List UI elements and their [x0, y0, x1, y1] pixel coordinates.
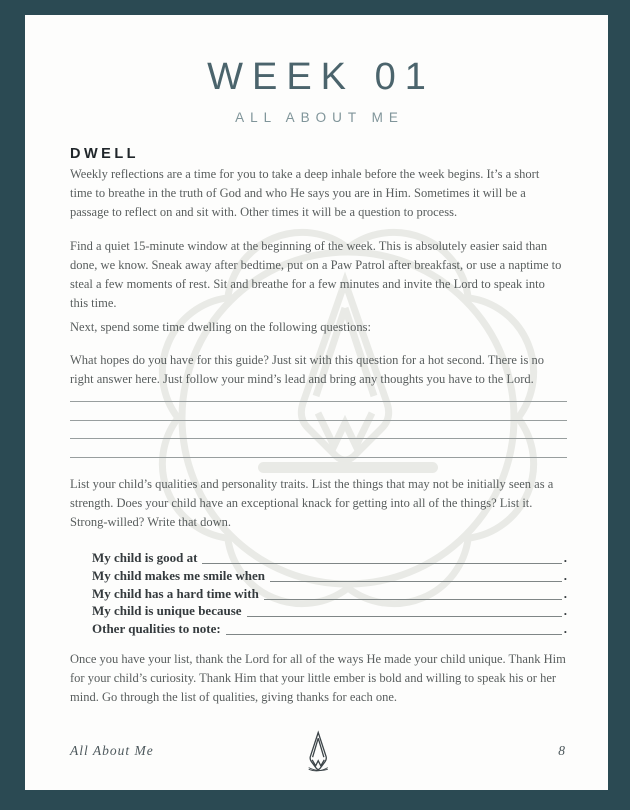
body-text-line: Weekly reflections are a time for you to take a deep inhale before the week begins. It’s a short	[70, 167, 540, 181]
write-in-line	[70, 389, 567, 402]
prompt-row-other-qualities	[92, 619, 567, 637]
paragraph-find-quiet-window	[70, 237, 567, 313]
page-footer	[70, 730, 567, 772]
prompt-period: .	[563, 585, 567, 601]
prompt-row-good-at	[92, 549, 567, 567]
body-text-line: Once you have your list, thank the Lord for all of the ways He made your child unique. Thank Him	[70, 651, 566, 666]
body-text-line: done, we know. Sneak away after bedtime, put on a Paw Patrol after breakfast, or use a naptime to	[70, 258, 562, 272]
paragraph-list-qualities	[70, 475, 567, 532]
prompt-label: My child has a hard time with	[92, 585, 259, 601]
body-text-line: List your child’s qualities and personality traits. List the things that may not be initially seen as a	[70, 476, 554, 491]
prompt-label: Other qualities to note:	[92, 620, 221, 636]
body-text-line: right answer here. Just follow your mind’s lead and bring any thoughts you have to the Lord.	[70, 372, 534, 386]
body-text-line: strength. Does your child have an exceptional knack for getting into all of the things? List it.	[70, 495, 533, 510]
prompt-period: .	[563, 550, 567, 566]
page-content	[70, 143, 567, 707]
page-header	[25, 56, 608, 125]
body-text-line: this time.	[70, 296, 117, 310]
body-text-line: Next, spend some time dwelling on the following questions:	[70, 320, 372, 334]
fill-in-blank-line	[247, 602, 562, 617]
week-title: WEEK 01	[207, 56, 435, 98]
fill-in-blank-line	[270, 567, 562, 582]
body-text-line: mind. Go through the list of qualities, giving thanks for each one.	[70, 689, 398, 704]
body-text-line: passage to reflect on and sit with. Other times it will be a question to process.	[70, 205, 458, 219]
fill-in-blank-line	[264, 585, 562, 600]
prompt-period: .	[563, 567, 567, 583]
write-in-line	[70, 439, 567, 458]
prompt-row-unique-because	[92, 602, 567, 620]
body-text-line: for your child’s curiosity. Thank Him that your little ember is bold and willing to speak his or her	[70, 670, 557, 685]
write-in-lines	[70, 389, 567, 458]
section-heading-dwell: DWELL	[70, 146, 140, 162]
prompt-period: .	[563, 620, 567, 636]
paragraph-weekly-reflections	[70, 165, 567, 222]
paragraph-once-you-have-list	[70, 650, 567, 707]
prompt-label: My child is good at	[92, 550, 198, 566]
week-subtitle: ALL ABOUT ME	[235, 110, 404, 125]
body-text-line: time to breathe in the truth of God and who He says you are in Him. Sometimes it will be a	[70, 186, 526, 200]
write-in-line	[70, 421, 567, 440]
fill-in-blank-line	[226, 620, 562, 635]
fill-in-prompts	[92, 549, 567, 637]
paragraph-next-spend-time	[70, 318, 567, 337]
body-text-line: Strong-willed? Write that down.	[70, 514, 232, 529]
prompt-label: My child is unique because	[92, 603, 242, 619]
workbook-page	[25, 15, 608, 790]
paragraph-what-hopes	[70, 351, 567, 389]
footer-section-title: All About Me	[70, 743, 154, 758]
body-text-line: steal a few moments of rest. Sit and breathe for a few minutes and invite the Lord to speak into	[70, 277, 545, 291]
page-number: 8	[558, 743, 565, 758]
ember-flame-logo-icon	[305, 730, 331, 774]
fill-in-blank-line	[202, 549, 561, 564]
body-text-line: What hopes do you have for this guide? Just sit with this question for a hot second. There is no	[70, 353, 544, 367]
prompt-row-hard-time-with	[92, 584, 567, 602]
prompt-row-makes-me-smile	[92, 566, 567, 584]
write-in-line	[70, 402, 567, 421]
prompt-period: .	[563, 603, 567, 619]
body-text-line: Find a quiet 15-minute window at the beginning of the week. This is absolutely easier said than	[70, 239, 548, 253]
prompt-label: My child makes me smile when	[92, 567, 265, 583]
